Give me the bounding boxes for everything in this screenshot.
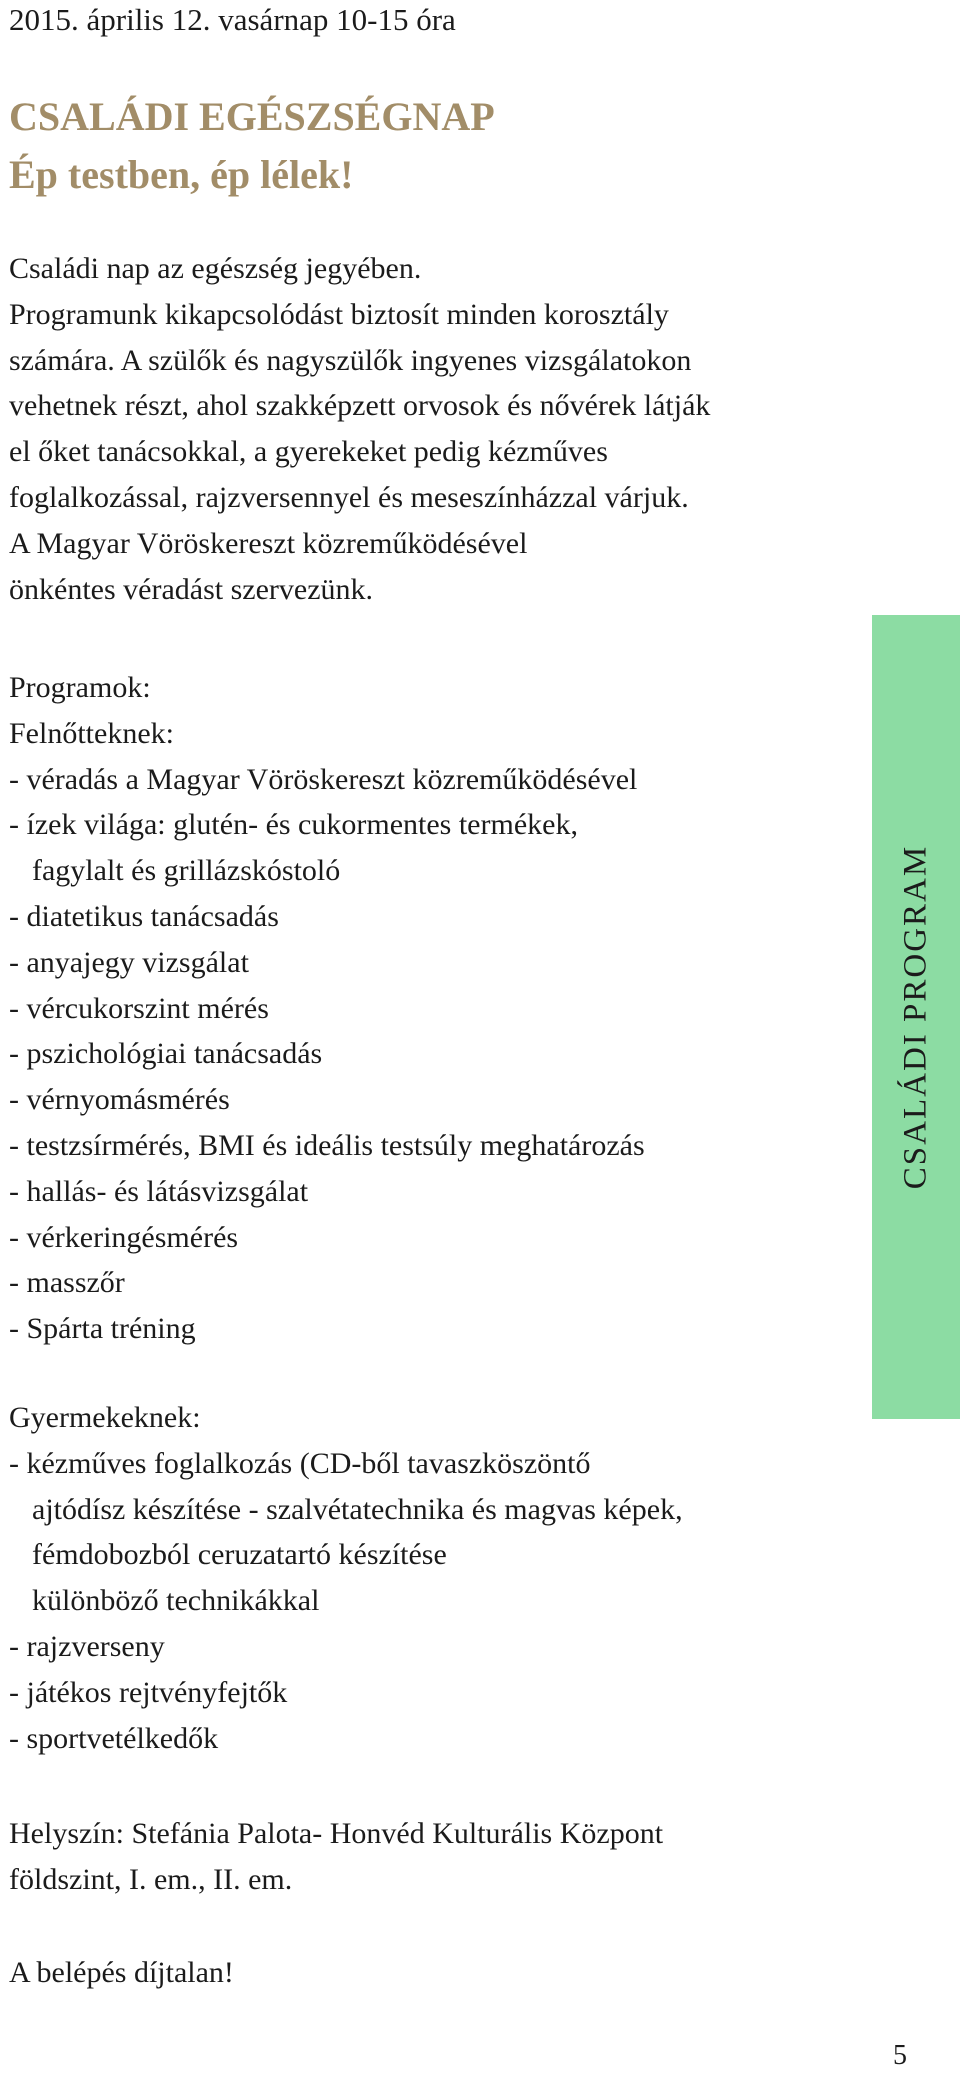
event-date: 2015. április 12. vasárnap 10-15 óra bbox=[9, 2, 456, 37]
venue-line: földszint, I. em., II. em. bbox=[9, 1862, 293, 1896]
children-program-item: - játékos rejtvényfejtők bbox=[9, 1675, 288, 1709]
children-program-item-continued: fémdobozból ceruzatartó készítése bbox=[32, 1538, 447, 1572]
intro-line: el őket tanácsokkal, a gyerekeket pedig kézműves bbox=[9, 435, 608, 469]
intro-paragraph bbox=[9, 246, 710, 612]
programs-section bbox=[9, 665, 645, 1352]
adult-program-item: - hallás- és látásvizsgálat bbox=[9, 1174, 309, 1208]
admission-note bbox=[9, 1950, 234, 1996]
adult-program-item: - anyajegy vizsgálat bbox=[9, 945, 249, 979]
page-title: CSALÁDI EGÉSZSÉGNAP bbox=[9, 94, 495, 139]
children-program-item: - kézműves foglalkozás (CD-ből tavaszköszöntő bbox=[9, 1446, 591, 1480]
page-number: 5 bbox=[893, 2040, 907, 2071]
intro-line: A Magyar Vöröskereszt közreműködésével bbox=[9, 526, 528, 560]
adult-program-item: - pszichológiai tanácsadás bbox=[9, 1037, 323, 1071]
children-program-item: - sportvetélkedők bbox=[9, 1721, 219, 1755]
adult-program-item-continued: fagylalt és grillázskóstoló bbox=[32, 854, 341, 888]
intro-line: önkéntes véradást szervezünk. bbox=[9, 572, 374, 606]
adult-program-item: - véradás a Magyar Vöröskereszt közreműködésével bbox=[9, 762, 638, 796]
venue-info bbox=[9, 1811, 663, 1903]
intro-line: foglalkozással, rajzversennyel és meseszínházzal várjuk. bbox=[9, 480, 689, 514]
children-program-item-continued: különböző technikákkal bbox=[32, 1584, 320, 1618]
children-section bbox=[9, 1395, 683, 1761]
adult-program-item: - ízek világa: glutén- és cukormentes termékek, bbox=[9, 808, 578, 842]
side-tab-label: CSALÁDI PROGRAM bbox=[897, 844, 934, 1190]
intro-line: vehetnek részt, ahol szakképzett orvosok és nővérek látják bbox=[9, 389, 711, 423]
adult-program-item: - testzsírmérés, BMI és ideális testsúly meghatározás bbox=[9, 1128, 645, 1162]
adult-program-item: - vérnyomásmérés bbox=[9, 1083, 230, 1117]
intro-line: Családi nap az egészség jegyében. bbox=[9, 252, 422, 285]
children-heading: Gyermekeknek: bbox=[9, 1401, 201, 1434]
adult-program-item: - diatetikus tanácsadás bbox=[9, 899, 279, 933]
children-program-item: - rajzverseny bbox=[9, 1629, 165, 1663]
adults-heading: Felnőtteknek: bbox=[9, 716, 174, 750]
headline bbox=[9, 88, 495, 204]
adult-program-item: - vérkeringésmérés bbox=[9, 1220, 239, 1254]
venue-line: Helyszín: Stefánia Palota- Honvéd Kulturális Központ bbox=[9, 1817, 664, 1850]
adult-program-item: - masszőr bbox=[9, 1266, 125, 1300]
adult-program-item: - vércukorszint mérés bbox=[9, 991, 269, 1025]
children-program-item-continued: ajtódísz készítése - szalvétatechnika és magvas képek, bbox=[32, 1492, 683, 1526]
side-tab bbox=[872, 615, 960, 1419]
page-subtitle: Ép testben, ép lélek! bbox=[9, 152, 354, 197]
adult-program-item: - Spárta tréning bbox=[9, 1312, 196, 1346]
intro-line: Programunk kikapcsolódást biztosít minden korosztály bbox=[9, 297, 669, 331]
intro-line: számára. A szülők és nagyszülők ingyenes vizsgálatokon bbox=[9, 343, 692, 377]
admission-text: A belépés díjtalan! bbox=[9, 1956, 234, 1989]
programs-heading: Programok: bbox=[9, 671, 151, 704]
